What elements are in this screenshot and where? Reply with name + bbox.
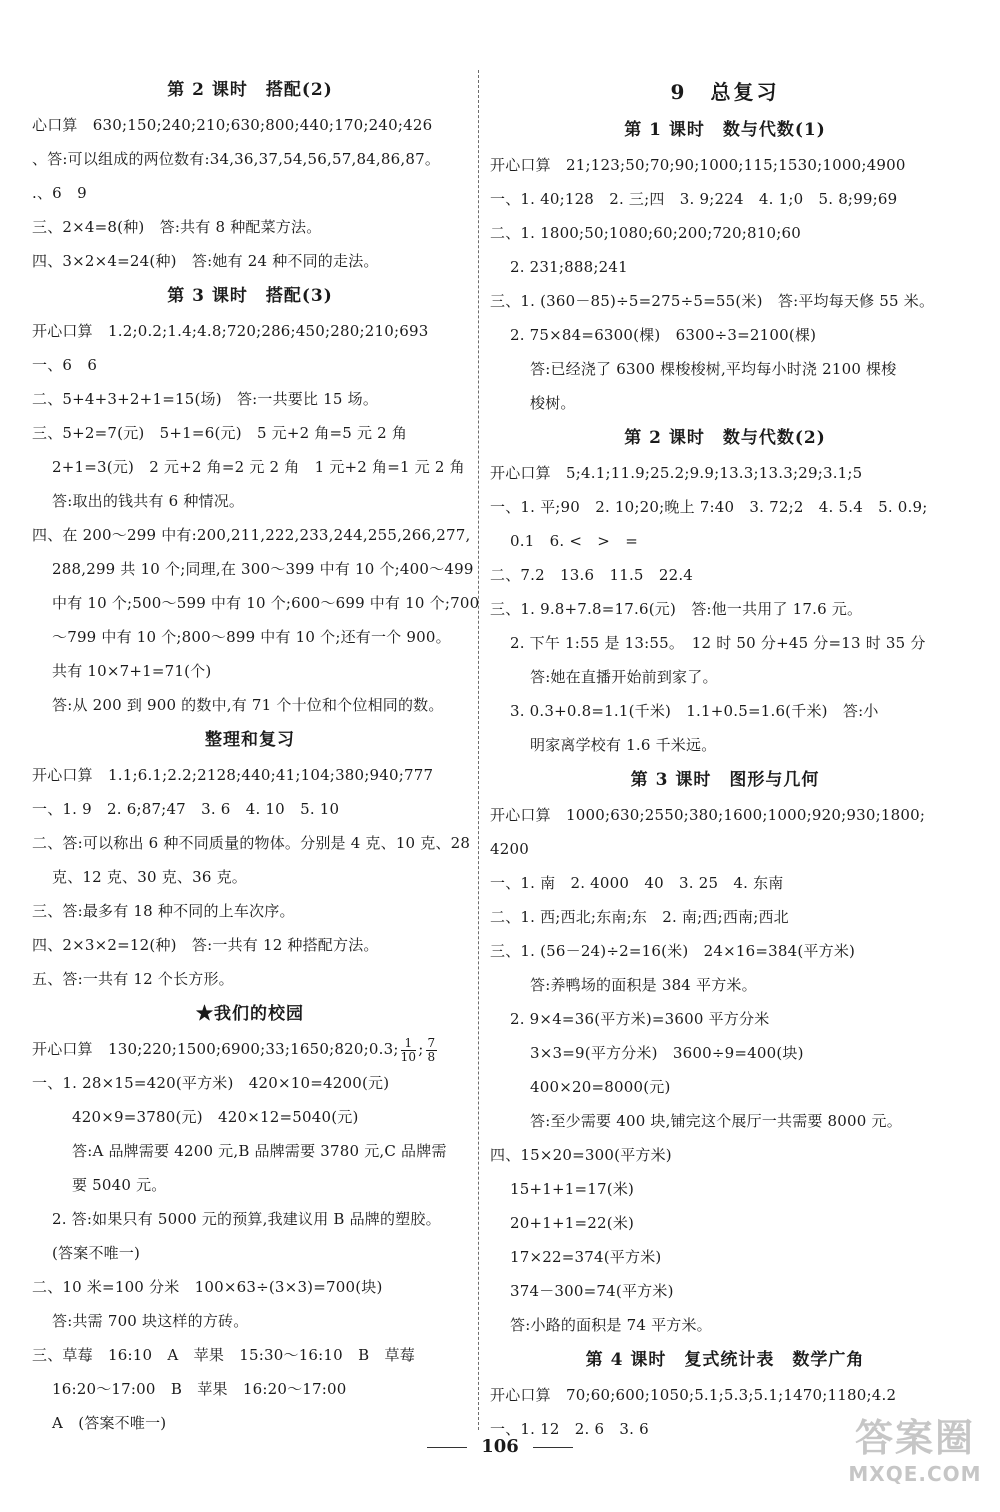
answer-line: (答案不唯一) <box>52 1244 141 1262</box>
answer-line: 明家离学校有 1.6 千米远。 <box>530 736 717 754</box>
answer-line <box>32 1032 468 1066</box>
footer-dash-left <box>427 1447 467 1448</box>
answer-line: ～799 中有 10 个;800～899 中有 10 个;还有一个 900。 <box>52 628 451 646</box>
page-number: 106 <box>481 1436 519 1457</box>
left-column <box>32 72 480 1440</box>
answer-text: 开心口算 130;220;1500;6900;33;1650;820;0.3; <box>32 1040 399 1058</box>
answer-line: 3. 0.3+0.8=1.1(千米) 1.1+0.5=1.6(千米) 答:小 <box>510 702 879 720</box>
answer-line: 梭树。 <box>530 394 576 412</box>
answer-line: 三、2×4=8(种) 答:共有 8 种配菜方法。 <box>32 218 322 236</box>
fraction-1 <box>401 1037 417 1064</box>
answer-line: 答:小路的面积是 74 平方米。 <box>510 1316 712 1334</box>
answer-line: 三、1. (56－24)÷2=16(米) 24×16=384(平方米) <box>490 942 856 960</box>
site-watermark-logo <box>840 1414 990 1504</box>
answer-line: 一、1. 平;90 2. 10;20;晚上 7:40 3. 72;2 4. 5.4 5. 0.9; <box>490 498 928 516</box>
answer-line: 四、2×3×2=12(种) 答:一共有 12 种搭配方法。 <box>32 936 379 954</box>
answer-line: 一、1. 南 2. 4000 40 3. 25 4. 东南 <box>490 874 784 892</box>
fraction-denominator: 10 <box>400 1049 417 1064</box>
answer-line: .、6 9 <box>32 184 87 202</box>
answer-line: 400×20=8000(元) <box>530 1078 671 1096</box>
answer-line: 0.1 6. < > = <box>510 532 639 550</box>
answer-line: 二、答:可以称出 6 种不同质量的物体。分别是 4 克、10 克、28 <box>32 834 471 852</box>
answer-line: 答:至少需要 400 块,铺完这个展厅一共需要 8000 元。 <box>530 1112 902 1130</box>
answer-line: 20+1+1=22(米) <box>510 1214 635 1232</box>
answer-line: 二、1. 西;西北;东南;东 2. 南;西;西南;西北 <box>490 908 789 926</box>
answer-line: 开心口算 1.2;0.2;1.4;4.8;720;286;450;280;210;693 <box>32 322 429 340</box>
answer-line: 2. 答:如果只有 5000 元的预算,我建议用 B 品牌的塑胶。 <box>52 1210 441 1228</box>
answer-line: 一、6 6 <box>32 356 98 374</box>
answer-line: 四、15×20=300(平方米) <box>490 1146 672 1164</box>
answer-line: 三、草莓 16:10 A 苹果 15:30～16:10 B 草莓 <box>32 1346 415 1364</box>
separator: ; <box>418 1040 424 1058</box>
answer-line: 共有 10×7+1=71(个) <box>52 662 212 680</box>
fraction-numerator: 7 <box>427 1035 436 1050</box>
answer-line: 4200 <box>490 840 529 858</box>
answer-line: 288,299 共 10 个;同理,在 300～399 中有 10 个;400～499 <box>52 560 474 578</box>
answer-line: 二、5+4+3+2+1=15(场) 答:一共要比 15 场。 <box>32 390 379 408</box>
answer-line: 答:取出的钱共有 6 种情况。 <box>52 492 245 510</box>
answer-line: 开心口算 5;4.1;11.9;25.2;9.9;13.3;13.3;29;3.1;5 <box>490 464 863 482</box>
answer-line: 答:共需 700 块这样的方砖。 <box>52 1312 249 1330</box>
answer-line: 四、在 200～299 中有:200,211,222,233,244,255,266,277, <box>32 526 471 544</box>
section-heading: 第 1 课时 数与代数(1) <box>624 120 826 140</box>
section-heading: 第 4 课时 复式统计表 数学广角 <box>585 1350 865 1370</box>
answer-line: 2. 9×4=36(平方米)=3600 平方分米 <box>510 1010 770 1028</box>
fraction-numerator: 1 <box>401 1037 417 1051</box>
answer-line: 一、1. 12 2. 6 3. 6 <box>490 1420 649 1438</box>
answer-line: 2+1=3(元) 2 元+2 角=2 元 2 角 1 元+2 角=1 元 2 角 <box>52 458 465 476</box>
answer-line: 2. 75×84=6300(棵) 6300÷3=2100(棵) <box>510 326 817 344</box>
watermark-logo-text: 答案圈 <box>854 1416 975 1460</box>
footer-dash-right <box>533 1447 573 1448</box>
answer-line: 、答:可以组成的两位数有:34,36,37,54,56,57,84,86,87。 <box>32 150 441 168</box>
section-heading: 第 2 课时 数与代数(2) <box>624 428 826 448</box>
answer-line: 三、答:最多有 18 种不同的上车次序。 <box>32 902 295 920</box>
answer-line: 二、1. 1800;50;1080;60;200;720;810;60 <box>490 224 801 242</box>
answer-line: 开心口算 70;60;600;1050;5.1;5.3;5.1;1470;1180;4.2 <box>490 1386 897 1404</box>
answer-line: 420×9=3780(元) 420×12=5040(元) <box>72 1108 359 1126</box>
answer-line: 开心口算 21;123;50;70;90;1000;115;1530;1000;4900 <box>490 156 906 174</box>
fraction-2 <box>426 1037 438 1064</box>
answer-line: 374－300=74(平方米) <box>510 1282 674 1300</box>
answer-line: 开心口算 1.1;6.1;2.2;2128;440;41;104;380;940;777 <box>32 766 434 784</box>
answer-line: 要 5040 元。 <box>72 1176 167 1194</box>
answer-line: 一、1. 9 2. 6;87;47 3. 6 4. 10 5. 10 <box>32 800 340 818</box>
answer-line: 三、5+2=7(元) 5+1=6(元) 5 元+2 角=5 元 2 角 <box>32 424 408 442</box>
answer-line: 三、1. (360－85)÷5=275÷5=55(米) 答:平均每天修 55 米。 <box>490 292 935 310</box>
answer-line: 答:从 200 到 900 的数中,有 71 个十位和个位相同的数。 <box>52 696 444 714</box>
answer-line: 2. 下午 1:55 是 13:55。 12 时 50 分+45 分=13 时 35 分 <box>510 634 926 652</box>
answer-line: 中有 10 个;500～599 中有 10 个;600～699 中有 10 个;700 <box>52 594 480 612</box>
section-heading: 第 3 课时 图形与几何 <box>630 770 820 790</box>
answer-line: 答:养鸭场的面积是 384 平方米。 <box>530 976 757 994</box>
right-column <box>490 72 960 1446</box>
section-heading: 整理和复习 <box>205 730 295 750</box>
answer-line: 一、1. 40;128 2. 三;四 3. 9;224 4. 1;0 5. 8;99;69 <box>490 190 898 208</box>
answer-line: 17×22=374(平方米) <box>510 1248 662 1266</box>
answer-line: 3×3=9(平方分米) 3600÷9=400(块) <box>530 1044 804 1062</box>
watermark-logo-url: MXQE.COM <box>848 1462 982 1486</box>
answer-line: 心口算 630;150;240;210;630;800;440;170;240;426 <box>32 116 433 134</box>
answer-line: 四、3×2×4=24(种) 答:她有 24 种不同的走法。 <box>32 252 379 270</box>
answer-line: 答:A 品牌需要 4200 元,B 品牌需要 3780 元,C 品牌需 <box>72 1142 447 1160</box>
answer-line: 三、1. 9.8+7.8=17.6(元) 答:他一共用了 17.6 元。 <box>490 600 863 618</box>
section-heading: 第 2 课时 搭配(2) <box>167 80 333 100</box>
column-divider <box>478 70 479 1430</box>
answer-line: 二、10 米=100 分米 100×63÷(3×3)=700(块) <box>32 1278 383 1296</box>
answer-line: 克、12 克、30 克、36 克。 <box>52 868 247 886</box>
answer-line: 答:已经浇了 6300 棵梭梭树,平均每小时浇 2100 棵梭 <box>530 360 897 378</box>
answer-line: 二、7.2 13.6 11.5 22.4 <box>490 566 694 584</box>
answer-line: 五、答:一共有 12 个长方形。 <box>32 970 234 988</box>
answer-line: 2. 231;888;241 <box>510 258 628 276</box>
section-heading: 9 总复习 <box>670 80 780 104</box>
section-heading: 第 3 课时 搭配(3) <box>167 286 333 306</box>
fraction-denominator: 8 <box>427 1049 436 1064</box>
answer-line: 15+1+1=17(米) <box>510 1180 635 1198</box>
answer-line: 答:她在直播开始前到家了。 <box>530 668 718 686</box>
answer-line: A (答案不唯一) <box>52 1414 167 1432</box>
section-heading: ★我们的校园 <box>196 1004 304 1024</box>
answer-line: 一、1. 28×15=420(平方米) 420×10=4200(元) <box>32 1074 390 1092</box>
answer-line: 开心口算 1000;630;2550;380;1600;1000;920;930;1800; <box>490 806 926 824</box>
answer-line: 16:20～17:00 B 苹果 16:20～17:00 <box>52 1380 347 1398</box>
